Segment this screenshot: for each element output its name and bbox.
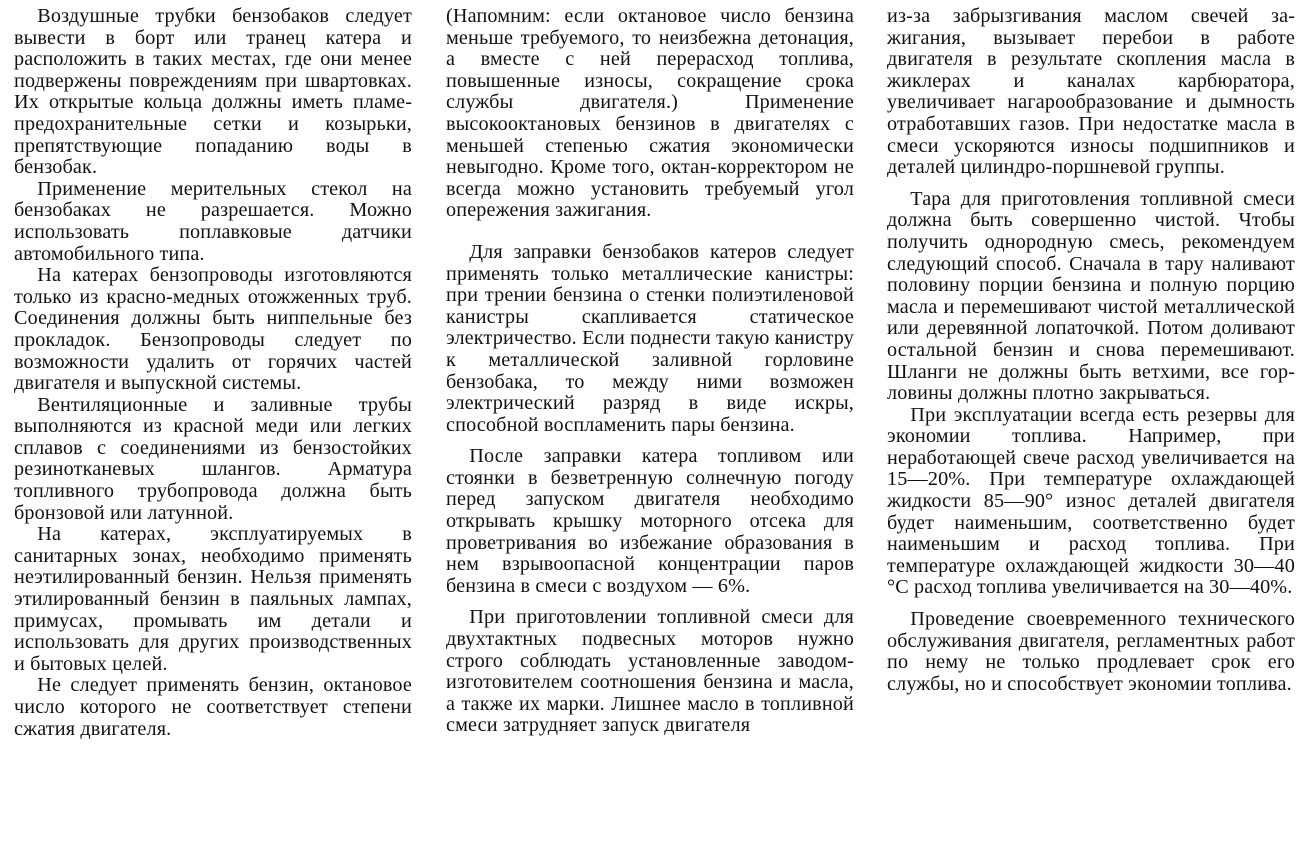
paragraph-excess-oil: из-за забрызгивания маслом свечей зажигания, вызывает перебои в работе двигателя в результате скопления масла в жиклерах и каналах карбюратора, увеличивает нагарообразование и дымность отработавших газов. При недостатке масла в смеси ускоряются износы подшипников и деталей цилиндро-поршневой группы. (887, 5, 1295, 179)
paragraph-fuel-lines: На катерах бензопроводы изготовляются только из красно-медных отожженных труб. Соединения должны быть ниппельные без прокладок. Бензопроводы следует по возможности удалить от горячих частей двигателя и выпускной системы. (14, 264, 412, 395)
text-column-1 (14, 6, 412, 740)
paragraph-fuel-tank-vents: Воздушные трубки бензобаков следует вывести в борт или транец катера и расположить в таких местах, где они менее подвержены повреждениям при швартовках. Их открытые кольца должны иметь пламепредохранительные сетки и козырьки, препятствующие попаданию воды в бензобак. (14, 5, 412, 179)
paragraph-vent-fill-pipes: Вентиляционные и заливные трубы выполняются из красной меди или легких сплавов с соединениями из бензостойких резинотканевых шлангов. Арматура топливного трубопровода должна быть бронзовой или латунной. (14, 393, 412, 524)
paragraph-octane-reminder: (Напомним: если октановое число бензина меньше требуемого, то неизбежна детонация, а вместе с ней перерасход топлива, повышенные износы, сокращение срока службы двигателя.) Применение высокооктановых бензинов в двигателях с меньшей степенью сжатия экономически невыгодно. Кроме того, октан-корректором не всегда можно установить требуемый угол опережения зажигания. (446, 5, 854, 222)
paragraph-fuel-economy: При эксплуатации всегда есть резервы для экономии топлива. Например, при неработающей свече расход увеличивается на 15—20%. При температуре охлаждающей жидкости 85—90° износ деталей двигателя будет наименьшим, соответственно будет наименьшим и расход топлива. При температуре охлаждающей жидкости 30—40 °С расход топлива увеличивается на 30—40%. (887, 403, 1295, 599)
paragraph-maintenance: Проведение своевременного технического обслуживания двигателя, регламентных работ по нему не только продлевает срок его службы, но и способствует экономии топлива. (887, 608, 1295, 695)
paragraph-mixing-container: Тара для приготовления топливной смеси должна быть совершенно чистой. Чтобы получить однородную смесь, рекомендуем следующий способ. Сначала в тару наливают половину порции бензина и полную порцию масла и перемешивают чистой металлической или деревянной лопаточкой. Потом доливают остальной бензин и снова перемешивают. Шланги не должны быть ветхими, все горловины должны плотно закрываться. (887, 187, 1295, 405)
paragraph-unleaded-fuel: На катерах, эксплуатируемых в санитарных зонах, необходимо применять неэтилированный бензин. Нельзя применять этилированный бензин в паяльных лампах, примусах, промывать им детали и использовать для других производственных и бытовых целей. (14, 523, 412, 675)
text-column-3 (887, 6, 1295, 695)
paragraph-fuel-mixture: При приготовлении топливной смеси для двухтактных подвесных моторов нужно строго соблюдать установленные заводом-изготовителем соотношения бензина и масла, а также их марки. Лишнее масло в топливной смеси затрудняет запуск двигателя (446, 606, 854, 737)
paragraph-engine-ventilation: После заправки катера топливом или стоянки в безветренную солнечную погоду перед запуском двигателя необходимо открывать крышку моторного отсека для проветривания во избежание образования в нем взрывоопасной концентрации паров бензина в смеси с воздухом — 6%. (446, 445, 854, 597)
text-column-2 (446, 6, 854, 737)
paragraph-gauge-glass: Применение мерительных стекол на бензобаках не разрешается. Можно использовать поплавковые датчики автомобильного типа. (14, 177, 412, 265)
paragraph-octane-number: Не следует применять бензин, октановое число которого не соответствует степени сжатия двигателя. (14, 674, 412, 740)
paragraph-metal-canisters: Для заправки бензобаков катеров следует применять только металлические канистры: при трении бензина о стенки полиэтиленовой канистры скапливается статическое электричество. Если поднести такую канистру к металлической заливной горловине бензобака, то между ними возможен электрический разряд в виде искры, способной воспламенить пары бензина. (446, 240, 854, 436)
